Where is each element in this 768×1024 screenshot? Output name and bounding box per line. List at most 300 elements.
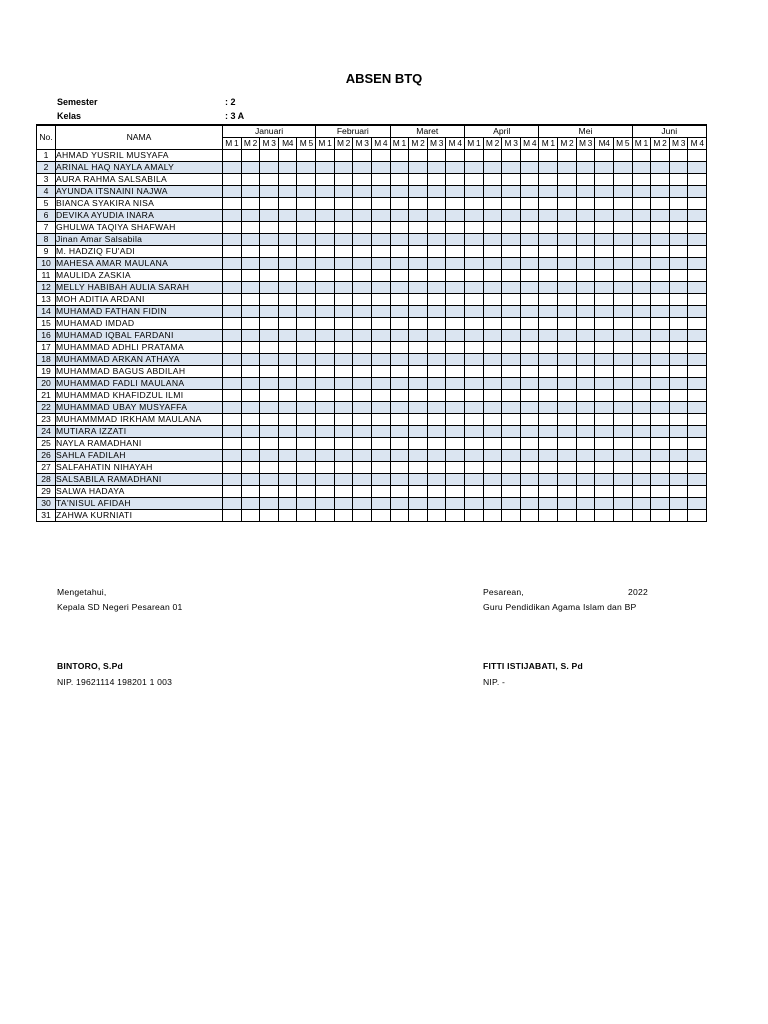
attendance-cell[interactable] xyxy=(576,450,595,462)
attendance-cell[interactable] xyxy=(297,186,316,198)
attendance-cell[interactable] xyxy=(241,282,260,294)
attendance-cell[interactable] xyxy=(688,306,707,318)
attendance-cell[interactable] xyxy=(353,378,372,390)
attendance-cell[interactable] xyxy=(334,366,353,378)
attendance-cell[interactable] xyxy=(465,462,484,474)
attendance-cell[interactable] xyxy=(316,222,335,234)
attendance-cell[interactable] xyxy=(502,438,521,450)
attendance-cell[interactable] xyxy=(409,282,428,294)
attendance-cell[interactable] xyxy=(334,474,353,486)
attendance-cell[interactable] xyxy=(353,438,372,450)
attendance-cell[interactable] xyxy=(223,258,242,270)
attendance-cell[interactable] xyxy=(465,474,484,486)
attendance-cell[interactable] xyxy=(688,210,707,222)
attendance-cell[interactable] xyxy=(334,222,353,234)
attendance-cell[interactable] xyxy=(446,150,465,162)
attendance-cell[interactable] xyxy=(576,318,595,330)
attendance-cell[interactable] xyxy=(316,378,335,390)
attendance-cell[interactable] xyxy=(669,474,688,486)
attendance-cell[interactable] xyxy=(669,510,688,522)
attendance-cell[interactable] xyxy=(613,174,632,186)
attendance-cell[interactable] xyxy=(613,198,632,210)
attendance-cell[interactable] xyxy=(483,402,502,414)
attendance-cell[interactable] xyxy=(539,486,558,498)
attendance-cell[interactable] xyxy=(688,258,707,270)
attendance-cell[interactable] xyxy=(260,318,279,330)
attendance-cell[interactable] xyxy=(651,258,670,270)
attendance-cell[interactable] xyxy=(427,258,446,270)
attendance-cell[interactable] xyxy=(353,234,372,246)
attendance-cell[interactable] xyxy=(558,354,577,366)
attendance-cell[interactable] xyxy=(669,258,688,270)
attendance-cell[interactable] xyxy=(390,210,409,222)
attendance-cell[interactable] xyxy=(558,498,577,510)
attendance-cell[interactable] xyxy=(613,402,632,414)
attendance-cell[interactable] xyxy=(539,210,558,222)
attendance-cell[interactable] xyxy=(390,438,409,450)
attendance-cell[interactable] xyxy=(558,402,577,414)
attendance-cell[interactable] xyxy=(223,150,242,162)
attendance-cell[interactable] xyxy=(260,438,279,450)
attendance-cell[interactable] xyxy=(278,390,297,402)
attendance-cell[interactable] xyxy=(260,270,279,282)
attendance-cell[interactable] xyxy=(427,330,446,342)
attendance-cell[interactable] xyxy=(260,366,279,378)
attendance-cell[interactable] xyxy=(297,438,316,450)
attendance-cell[interactable] xyxy=(278,366,297,378)
attendance-cell[interactable] xyxy=(390,270,409,282)
attendance-cell[interactable] xyxy=(520,222,539,234)
attendance-cell[interactable] xyxy=(427,378,446,390)
attendance-cell[interactable] xyxy=(576,498,595,510)
attendance-cell[interactable] xyxy=(669,162,688,174)
attendance-cell[interactable] xyxy=(446,318,465,330)
attendance-cell[interactable] xyxy=(316,174,335,186)
attendance-cell[interactable] xyxy=(446,378,465,390)
attendance-cell[interactable] xyxy=(260,510,279,522)
attendance-cell[interactable] xyxy=(576,246,595,258)
attendance-cell[interactable] xyxy=(520,150,539,162)
attendance-cell[interactable] xyxy=(595,258,614,270)
attendance-cell[interactable] xyxy=(558,294,577,306)
attendance-cell[interactable] xyxy=(371,342,390,354)
attendance-cell[interactable] xyxy=(223,354,242,366)
attendance-cell[interactable] xyxy=(539,510,558,522)
attendance-cell[interactable] xyxy=(427,234,446,246)
attendance-cell[interactable] xyxy=(260,474,279,486)
attendance-cell[interactable] xyxy=(688,366,707,378)
attendance-cell[interactable] xyxy=(558,378,577,390)
attendance-cell[interactable] xyxy=(520,354,539,366)
attendance-cell[interactable] xyxy=(371,330,390,342)
attendance-cell[interactable] xyxy=(576,342,595,354)
attendance-cell[interactable] xyxy=(241,234,260,246)
attendance-cell[interactable] xyxy=(613,282,632,294)
attendance-cell[interactable] xyxy=(278,162,297,174)
attendance-cell[interactable] xyxy=(353,366,372,378)
attendance-cell[interactable] xyxy=(297,390,316,402)
attendance-cell[interactable] xyxy=(241,486,260,498)
attendance-cell[interactable] xyxy=(260,294,279,306)
attendance-cell[interactable] xyxy=(446,258,465,270)
attendance-cell[interactable] xyxy=(595,210,614,222)
attendance-cell[interactable] xyxy=(409,474,428,486)
attendance-cell[interactable] xyxy=(316,354,335,366)
attendance-cell[interactable] xyxy=(278,186,297,198)
attendance-cell[interactable] xyxy=(316,282,335,294)
attendance-cell[interactable] xyxy=(558,222,577,234)
attendance-cell[interactable] xyxy=(278,498,297,510)
attendance-cell[interactable] xyxy=(353,258,372,270)
attendance-cell[interactable] xyxy=(576,330,595,342)
attendance-cell[interactable] xyxy=(576,426,595,438)
attendance-cell[interactable] xyxy=(316,402,335,414)
attendance-cell[interactable] xyxy=(576,402,595,414)
attendance-cell[interactable] xyxy=(334,198,353,210)
attendance-cell[interactable] xyxy=(241,150,260,162)
attendance-cell[interactable] xyxy=(558,462,577,474)
attendance-cell[interactable] xyxy=(446,186,465,198)
attendance-cell[interactable] xyxy=(223,366,242,378)
attendance-cell[interactable] xyxy=(353,390,372,402)
attendance-cell[interactable] xyxy=(371,198,390,210)
attendance-cell[interactable] xyxy=(260,486,279,498)
attendance-cell[interactable] xyxy=(334,450,353,462)
attendance-cell[interactable] xyxy=(409,462,428,474)
attendance-cell[interactable] xyxy=(409,174,428,186)
attendance-cell[interactable] xyxy=(539,414,558,426)
attendance-cell[interactable] xyxy=(688,498,707,510)
attendance-cell[interactable] xyxy=(260,498,279,510)
attendance-cell[interactable] xyxy=(576,174,595,186)
attendance-cell[interactable] xyxy=(278,426,297,438)
attendance-cell[interactable] xyxy=(483,342,502,354)
attendance-cell[interactable] xyxy=(446,198,465,210)
attendance-cell[interactable] xyxy=(465,486,484,498)
attendance-cell[interactable] xyxy=(651,186,670,198)
attendance-cell[interactable] xyxy=(669,210,688,222)
attendance-cell[interactable] xyxy=(465,282,484,294)
attendance-cell[interactable] xyxy=(669,282,688,294)
attendance-cell[interactable] xyxy=(223,402,242,414)
attendance-cell[interactable] xyxy=(446,246,465,258)
attendance-cell[interactable] xyxy=(483,414,502,426)
attendance-cell[interactable] xyxy=(241,306,260,318)
attendance-cell[interactable] xyxy=(632,402,651,414)
attendance-cell[interactable] xyxy=(651,462,670,474)
attendance-cell[interactable] xyxy=(465,354,484,366)
attendance-cell[interactable] xyxy=(595,510,614,522)
attendance-cell[interactable] xyxy=(502,498,521,510)
attendance-cell[interactable] xyxy=(539,282,558,294)
attendance-cell[interactable] xyxy=(260,402,279,414)
attendance-cell[interactable] xyxy=(297,498,316,510)
attendance-cell[interactable] xyxy=(483,210,502,222)
attendance-cell[interactable] xyxy=(520,246,539,258)
attendance-cell[interactable] xyxy=(502,174,521,186)
attendance-cell[interactable] xyxy=(483,510,502,522)
attendance-cell[interactable] xyxy=(576,378,595,390)
attendance-cell[interactable] xyxy=(465,438,484,450)
attendance-cell[interactable] xyxy=(483,306,502,318)
attendance-cell[interactable] xyxy=(669,366,688,378)
attendance-cell[interactable] xyxy=(297,318,316,330)
attendance-cell[interactable] xyxy=(241,210,260,222)
attendance-cell[interactable] xyxy=(632,486,651,498)
attendance-cell[interactable] xyxy=(613,438,632,450)
attendance-cell[interactable] xyxy=(483,450,502,462)
attendance-cell[interactable] xyxy=(558,198,577,210)
attendance-cell[interactable] xyxy=(613,294,632,306)
attendance-cell[interactable] xyxy=(465,210,484,222)
attendance-cell[interactable] xyxy=(539,234,558,246)
attendance-cell[interactable] xyxy=(502,354,521,366)
attendance-cell[interactable] xyxy=(390,450,409,462)
attendance-cell[interactable] xyxy=(613,186,632,198)
attendance-cell[interactable] xyxy=(334,510,353,522)
attendance-cell[interactable] xyxy=(241,378,260,390)
attendance-cell[interactable] xyxy=(353,282,372,294)
attendance-cell[interactable] xyxy=(558,210,577,222)
attendance-cell[interactable] xyxy=(278,342,297,354)
attendance-cell[interactable] xyxy=(316,498,335,510)
attendance-cell[interactable] xyxy=(409,258,428,270)
attendance-cell[interactable] xyxy=(502,222,521,234)
attendance-cell[interactable] xyxy=(297,414,316,426)
attendance-cell[interactable] xyxy=(483,198,502,210)
attendance-cell[interactable] xyxy=(613,426,632,438)
attendance-cell[interactable] xyxy=(427,174,446,186)
attendance-cell[interactable] xyxy=(688,174,707,186)
attendance-cell[interactable] xyxy=(334,498,353,510)
attendance-cell[interactable] xyxy=(241,342,260,354)
attendance-cell[interactable] xyxy=(334,354,353,366)
attendance-cell[interactable] xyxy=(688,222,707,234)
attendance-cell[interactable] xyxy=(446,462,465,474)
attendance-cell[interactable] xyxy=(278,402,297,414)
attendance-cell[interactable] xyxy=(371,270,390,282)
attendance-cell[interactable] xyxy=(371,186,390,198)
attendance-cell[interactable] xyxy=(260,174,279,186)
attendance-cell[interactable] xyxy=(465,342,484,354)
attendance-cell[interactable] xyxy=(223,234,242,246)
attendance-cell[interactable] xyxy=(669,342,688,354)
attendance-cell[interactable] xyxy=(502,318,521,330)
attendance-cell[interactable] xyxy=(520,174,539,186)
attendance-cell[interactable] xyxy=(520,282,539,294)
attendance-cell[interactable] xyxy=(390,162,409,174)
attendance-cell[interactable] xyxy=(409,318,428,330)
attendance-cell[interactable] xyxy=(632,474,651,486)
attendance-cell[interactable] xyxy=(390,498,409,510)
attendance-cell[interactable] xyxy=(483,222,502,234)
attendance-cell[interactable] xyxy=(390,294,409,306)
attendance-cell[interactable] xyxy=(539,450,558,462)
attendance-cell[interactable] xyxy=(502,234,521,246)
attendance-cell[interactable] xyxy=(502,366,521,378)
attendance-cell[interactable] xyxy=(223,186,242,198)
attendance-cell[interactable] xyxy=(632,174,651,186)
attendance-cell[interactable] xyxy=(260,234,279,246)
attendance-cell[interactable] xyxy=(371,258,390,270)
attendance-cell[interactable] xyxy=(558,450,577,462)
attendance-cell[interactable] xyxy=(260,330,279,342)
attendance-cell[interactable] xyxy=(688,198,707,210)
attendance-cell[interactable] xyxy=(297,354,316,366)
attendance-cell[interactable] xyxy=(409,210,428,222)
attendance-cell[interactable] xyxy=(260,162,279,174)
attendance-cell[interactable] xyxy=(334,210,353,222)
attendance-cell[interactable] xyxy=(558,366,577,378)
attendance-cell[interactable] xyxy=(390,222,409,234)
attendance-cell[interactable] xyxy=(223,318,242,330)
attendance-cell[interactable] xyxy=(613,498,632,510)
attendance-cell[interactable] xyxy=(278,474,297,486)
attendance-cell[interactable] xyxy=(613,474,632,486)
attendance-cell[interactable] xyxy=(446,438,465,450)
attendance-cell[interactable] xyxy=(651,234,670,246)
attendance-cell[interactable] xyxy=(558,438,577,450)
attendance-cell[interactable] xyxy=(297,510,316,522)
attendance-cell[interactable] xyxy=(427,510,446,522)
attendance-cell[interactable] xyxy=(241,162,260,174)
attendance-cell[interactable] xyxy=(223,162,242,174)
attendance-cell[interactable] xyxy=(241,402,260,414)
attendance-cell[interactable] xyxy=(427,438,446,450)
attendance-cell[interactable] xyxy=(223,438,242,450)
attendance-cell[interactable] xyxy=(427,498,446,510)
attendance-cell[interactable] xyxy=(651,498,670,510)
attendance-cell[interactable] xyxy=(483,378,502,390)
attendance-cell[interactable] xyxy=(353,342,372,354)
attendance-cell[interactable] xyxy=(502,378,521,390)
attendance-cell[interactable] xyxy=(223,462,242,474)
attendance-cell[interactable] xyxy=(297,426,316,438)
attendance-cell[interactable] xyxy=(371,426,390,438)
attendance-cell[interactable] xyxy=(241,414,260,426)
attendance-cell[interactable] xyxy=(669,234,688,246)
attendance-cell[interactable] xyxy=(390,198,409,210)
attendance-cell[interactable] xyxy=(632,438,651,450)
attendance-cell[interactable] xyxy=(502,342,521,354)
attendance-cell[interactable] xyxy=(483,426,502,438)
attendance-cell[interactable] xyxy=(278,450,297,462)
attendance-cell[interactable] xyxy=(278,330,297,342)
attendance-cell[interactable] xyxy=(483,246,502,258)
attendance-cell[interactable] xyxy=(278,378,297,390)
attendance-cell[interactable] xyxy=(316,474,335,486)
attendance-cell[interactable] xyxy=(223,210,242,222)
attendance-cell[interactable] xyxy=(520,210,539,222)
attendance-cell[interactable] xyxy=(446,486,465,498)
attendance-cell[interactable] xyxy=(223,282,242,294)
attendance-cell[interactable] xyxy=(595,150,614,162)
attendance-cell[interactable] xyxy=(613,306,632,318)
attendance-cell[interactable] xyxy=(241,186,260,198)
attendance-cell[interactable] xyxy=(595,462,614,474)
attendance-cell[interactable] xyxy=(390,258,409,270)
attendance-cell[interactable] xyxy=(632,210,651,222)
attendance-cell[interactable] xyxy=(371,354,390,366)
attendance-cell[interactable] xyxy=(260,258,279,270)
attendance-cell[interactable] xyxy=(632,282,651,294)
attendance-cell[interactable] xyxy=(595,390,614,402)
attendance-cell[interactable] xyxy=(558,162,577,174)
attendance-cell[interactable] xyxy=(669,318,688,330)
attendance-cell[interactable] xyxy=(465,174,484,186)
attendance-cell[interactable] xyxy=(446,414,465,426)
attendance-cell[interactable] xyxy=(427,474,446,486)
attendance-cell[interactable] xyxy=(539,426,558,438)
attendance-cell[interactable] xyxy=(260,354,279,366)
attendance-cell[interactable] xyxy=(427,414,446,426)
attendance-cell[interactable] xyxy=(651,306,670,318)
attendance-cell[interactable] xyxy=(539,462,558,474)
attendance-cell[interactable] xyxy=(539,294,558,306)
attendance-cell[interactable] xyxy=(632,270,651,282)
attendance-cell[interactable] xyxy=(446,510,465,522)
attendance-cell[interactable] xyxy=(446,210,465,222)
attendance-cell[interactable] xyxy=(353,510,372,522)
attendance-cell[interactable] xyxy=(297,210,316,222)
attendance-cell[interactable] xyxy=(688,438,707,450)
attendance-cell[interactable] xyxy=(390,306,409,318)
attendance-cell[interactable] xyxy=(595,174,614,186)
attendance-cell[interactable] xyxy=(520,162,539,174)
attendance-cell[interactable] xyxy=(353,162,372,174)
attendance-cell[interactable] xyxy=(371,210,390,222)
attendance-cell[interactable] xyxy=(334,402,353,414)
attendance-cell[interactable] xyxy=(502,510,521,522)
attendance-cell[interactable] xyxy=(502,150,521,162)
attendance-cell[interactable] xyxy=(595,378,614,390)
attendance-cell[interactable] xyxy=(613,462,632,474)
attendance-cell[interactable] xyxy=(334,390,353,402)
attendance-cell[interactable] xyxy=(241,174,260,186)
attendance-cell[interactable] xyxy=(427,366,446,378)
attendance-cell[interactable] xyxy=(613,318,632,330)
attendance-cell[interactable] xyxy=(613,330,632,342)
attendance-cell[interactable] xyxy=(390,378,409,390)
attendance-cell[interactable] xyxy=(613,414,632,426)
attendance-cell[interactable] xyxy=(502,162,521,174)
attendance-cell[interactable] xyxy=(595,270,614,282)
attendance-cell[interactable] xyxy=(278,258,297,270)
attendance-cell[interactable] xyxy=(688,510,707,522)
attendance-cell[interactable] xyxy=(651,342,670,354)
attendance-cell[interactable] xyxy=(483,174,502,186)
attendance-cell[interactable] xyxy=(223,378,242,390)
attendance-cell[interactable] xyxy=(409,402,428,414)
attendance-cell[interactable] xyxy=(502,246,521,258)
attendance-cell[interactable] xyxy=(669,354,688,366)
attendance-cell[interactable] xyxy=(371,510,390,522)
attendance-cell[interactable] xyxy=(223,270,242,282)
attendance-cell[interactable] xyxy=(334,462,353,474)
attendance-cell[interactable] xyxy=(371,318,390,330)
attendance-cell[interactable] xyxy=(427,294,446,306)
attendance-cell[interactable] xyxy=(390,366,409,378)
attendance-cell[interactable] xyxy=(316,318,335,330)
attendance-cell[interactable] xyxy=(409,486,428,498)
attendance-cell[interactable] xyxy=(427,282,446,294)
attendance-cell[interactable] xyxy=(316,426,335,438)
attendance-cell[interactable] xyxy=(465,246,484,258)
attendance-cell[interactable] xyxy=(427,162,446,174)
attendance-cell[interactable] xyxy=(651,510,670,522)
attendance-cell[interactable] xyxy=(558,510,577,522)
attendance-cell[interactable] xyxy=(297,198,316,210)
